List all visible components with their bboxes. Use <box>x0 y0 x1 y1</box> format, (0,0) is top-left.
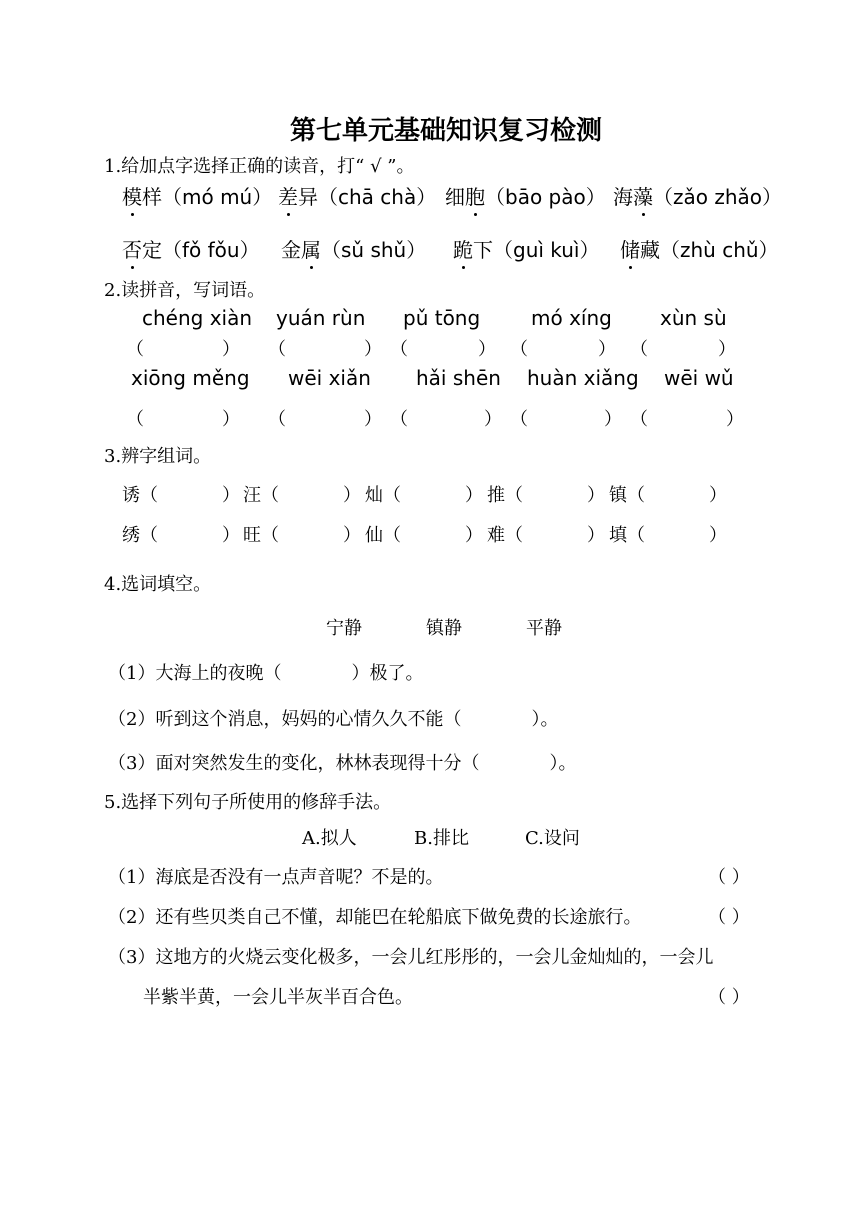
q1-item <box>445 181 606 210</box>
q1-item <box>620 234 779 263</box>
q2-open-paren: （ <box>268 339 286 360</box>
q5-sentence-3-cont: 半紫半黄，一会儿半灰半百合色。 <box>143 987 413 1008</box>
q2-open-paren: （ <box>630 409 648 430</box>
q2-close-paren: ） <box>598 339 616 360</box>
q2-close-paren: ） <box>222 409 240 430</box>
q3-char: 旺（ ） <box>243 525 361 546</box>
q1-pinyin-options: （chā chà） <box>318 185 437 209</box>
q2-close-paren: ） <box>718 339 736 360</box>
q5-answer-paren: （ ） <box>708 987 750 1008</box>
q4-sentence-3: （3）面对突然发生的变化，林林表现得十分（ ）。 <box>108 753 577 774</box>
q1-dotted-char: 差 <box>278 181 298 210</box>
q2-close-paren: ） <box>604 409 622 430</box>
q1-item <box>453 234 599 263</box>
q1-word-char: 下 <box>473 238 493 262</box>
q3-heading: 3.辨字组词。 <box>104 446 212 467</box>
q3-char: 难（ ） <box>487 525 605 546</box>
q5-answer-paren: （ ） <box>708 867 750 888</box>
q1-pinyin-options: （sǔ shǔ） <box>321 238 427 262</box>
q1-item <box>122 234 260 263</box>
q3-char: 填（ ） <box>609 525 727 546</box>
q1-pinyin-options: （zǎo zhǎo） <box>653 185 783 209</box>
q2-open-paren: （ <box>510 339 528 360</box>
q4-sentence-2: （2）听到这个消息，妈妈的心情久久不能（ ）。 <box>108 709 559 730</box>
q5-option: B.排比 <box>414 828 469 849</box>
page-title: 第七单元基础知识复习检测 <box>290 116 603 146</box>
q2-close-paren: ） <box>364 339 382 360</box>
q2-open-paren: （ <box>268 409 286 430</box>
q1-pinyin-options: （guì kuì） <box>493 238 600 262</box>
q5-sentence-1: （1）海底是否没有一点声音呢？不是的。 <box>108 867 444 888</box>
q2-pinyin: chéng xiàn <box>142 306 253 330</box>
q2-pinyin: xùn sù <box>660 306 727 330</box>
q1-heading: 1.给加点字选择正确的读音，打“ √ ”。 <box>104 156 415 177</box>
q2-pinyin: wēi xiǎn <box>288 366 371 390</box>
q2-pinyin: huàn xiǎng <box>527 366 639 390</box>
q3-char: 诱（ ） <box>122 485 240 506</box>
q1-item <box>278 181 436 210</box>
q2-pinyin: yuán rùn <box>276 306 366 330</box>
q1-word-char: 样 <box>142 185 162 209</box>
q3-char: 绣（ ） <box>122 525 240 546</box>
q2-open-paren: （ <box>630 339 648 360</box>
q2-close-paren: ） <box>478 339 496 360</box>
q2-open-paren: （ <box>126 339 144 360</box>
q1-item <box>613 181 782 210</box>
q2-open-paren: （ <box>390 339 408 360</box>
q1-pinyin-options: （fǒ fǒu） <box>162 238 260 262</box>
q5-answer-paren: （ ） <box>708 907 750 928</box>
q5-sentence-3: （3）这地方的火烧云变化极多，一会儿红彤彤的，一会儿金灿灿的，一会儿 <box>108 947 714 968</box>
q2-open-paren: （ <box>390 409 408 430</box>
q2-close-paren: ） <box>364 409 382 430</box>
q2-heading: 2.读拼音，写词语。 <box>104 280 266 301</box>
q2-open-paren: （ <box>126 409 144 430</box>
q1-dotted-char: 胞 <box>465 181 485 210</box>
q2-pinyin: hǎi shēn <box>416 366 501 390</box>
q2-pinyin: mó xíng <box>531 306 612 330</box>
q1-word-char: 定 <box>142 238 162 262</box>
q4-heading: 4.选词填空。 <box>104 574 212 595</box>
q1-pinyin-options: （mó mú） <box>162 185 273 209</box>
q1-dotted-char: 储 <box>620 234 640 263</box>
q1-word-char: 藏 <box>640 238 660 262</box>
q5-option: C.设问 <box>525 828 580 849</box>
q5-option: A.拟人 <box>302 828 357 849</box>
q2-pinyin: xiōng měng <box>131 366 250 390</box>
q2-close-paren: ） <box>484 409 502 430</box>
q1-dotted-char: 跪 <box>453 234 473 263</box>
q3-char: 镇（ ） <box>609 485 727 506</box>
q4-word: 宁静 <box>326 618 362 639</box>
q2-pinyin: pǔ tōng <box>403 306 481 330</box>
q5-heading: 5.选择下列句子所使用的修辞手法。 <box>104 792 392 813</box>
q3-char: 灿（ ） <box>365 485 483 506</box>
q1-word-char: 海 <box>613 185 633 209</box>
q2-close-paren: ） <box>222 339 240 360</box>
q1-word-char: 金 <box>281 238 301 262</box>
q3-char: 汪（ ） <box>243 485 361 506</box>
q1-word-char: 异 <box>298 185 318 209</box>
q1-item <box>122 181 272 210</box>
q1-dotted-char: 模 <box>122 181 142 210</box>
q1-dotted-char: 藻 <box>633 181 653 210</box>
q3-char: 仙（ ） <box>365 525 483 546</box>
q1-dotted-char: 否 <box>122 234 142 263</box>
q2-close-paren: ） <box>726 409 744 430</box>
q4-word: 平静 <box>526 618 562 639</box>
q3-char: 推（ ） <box>487 485 605 506</box>
q1-word-char: 细 <box>445 185 465 209</box>
q1-dotted-char: 属 <box>301 234 321 263</box>
q1-pinyin-options: （zhù chǔ） <box>660 238 779 262</box>
q4-sentence-1: （1）大海上的夜晚（ ）极了。 <box>108 663 424 684</box>
q2-open-paren: （ <box>510 409 528 430</box>
q1-item <box>281 234 426 263</box>
q5-sentence-2: （2）还有些贝类自己不懂，却能巴在轮船底下做免费的长途旅行。 <box>108 907 642 928</box>
q1-pinyin-options: （bāo pào） <box>485 185 606 209</box>
q2-pinyin: wēi wǔ <box>664 366 734 390</box>
q4-word: 镇静 <box>426 618 462 639</box>
